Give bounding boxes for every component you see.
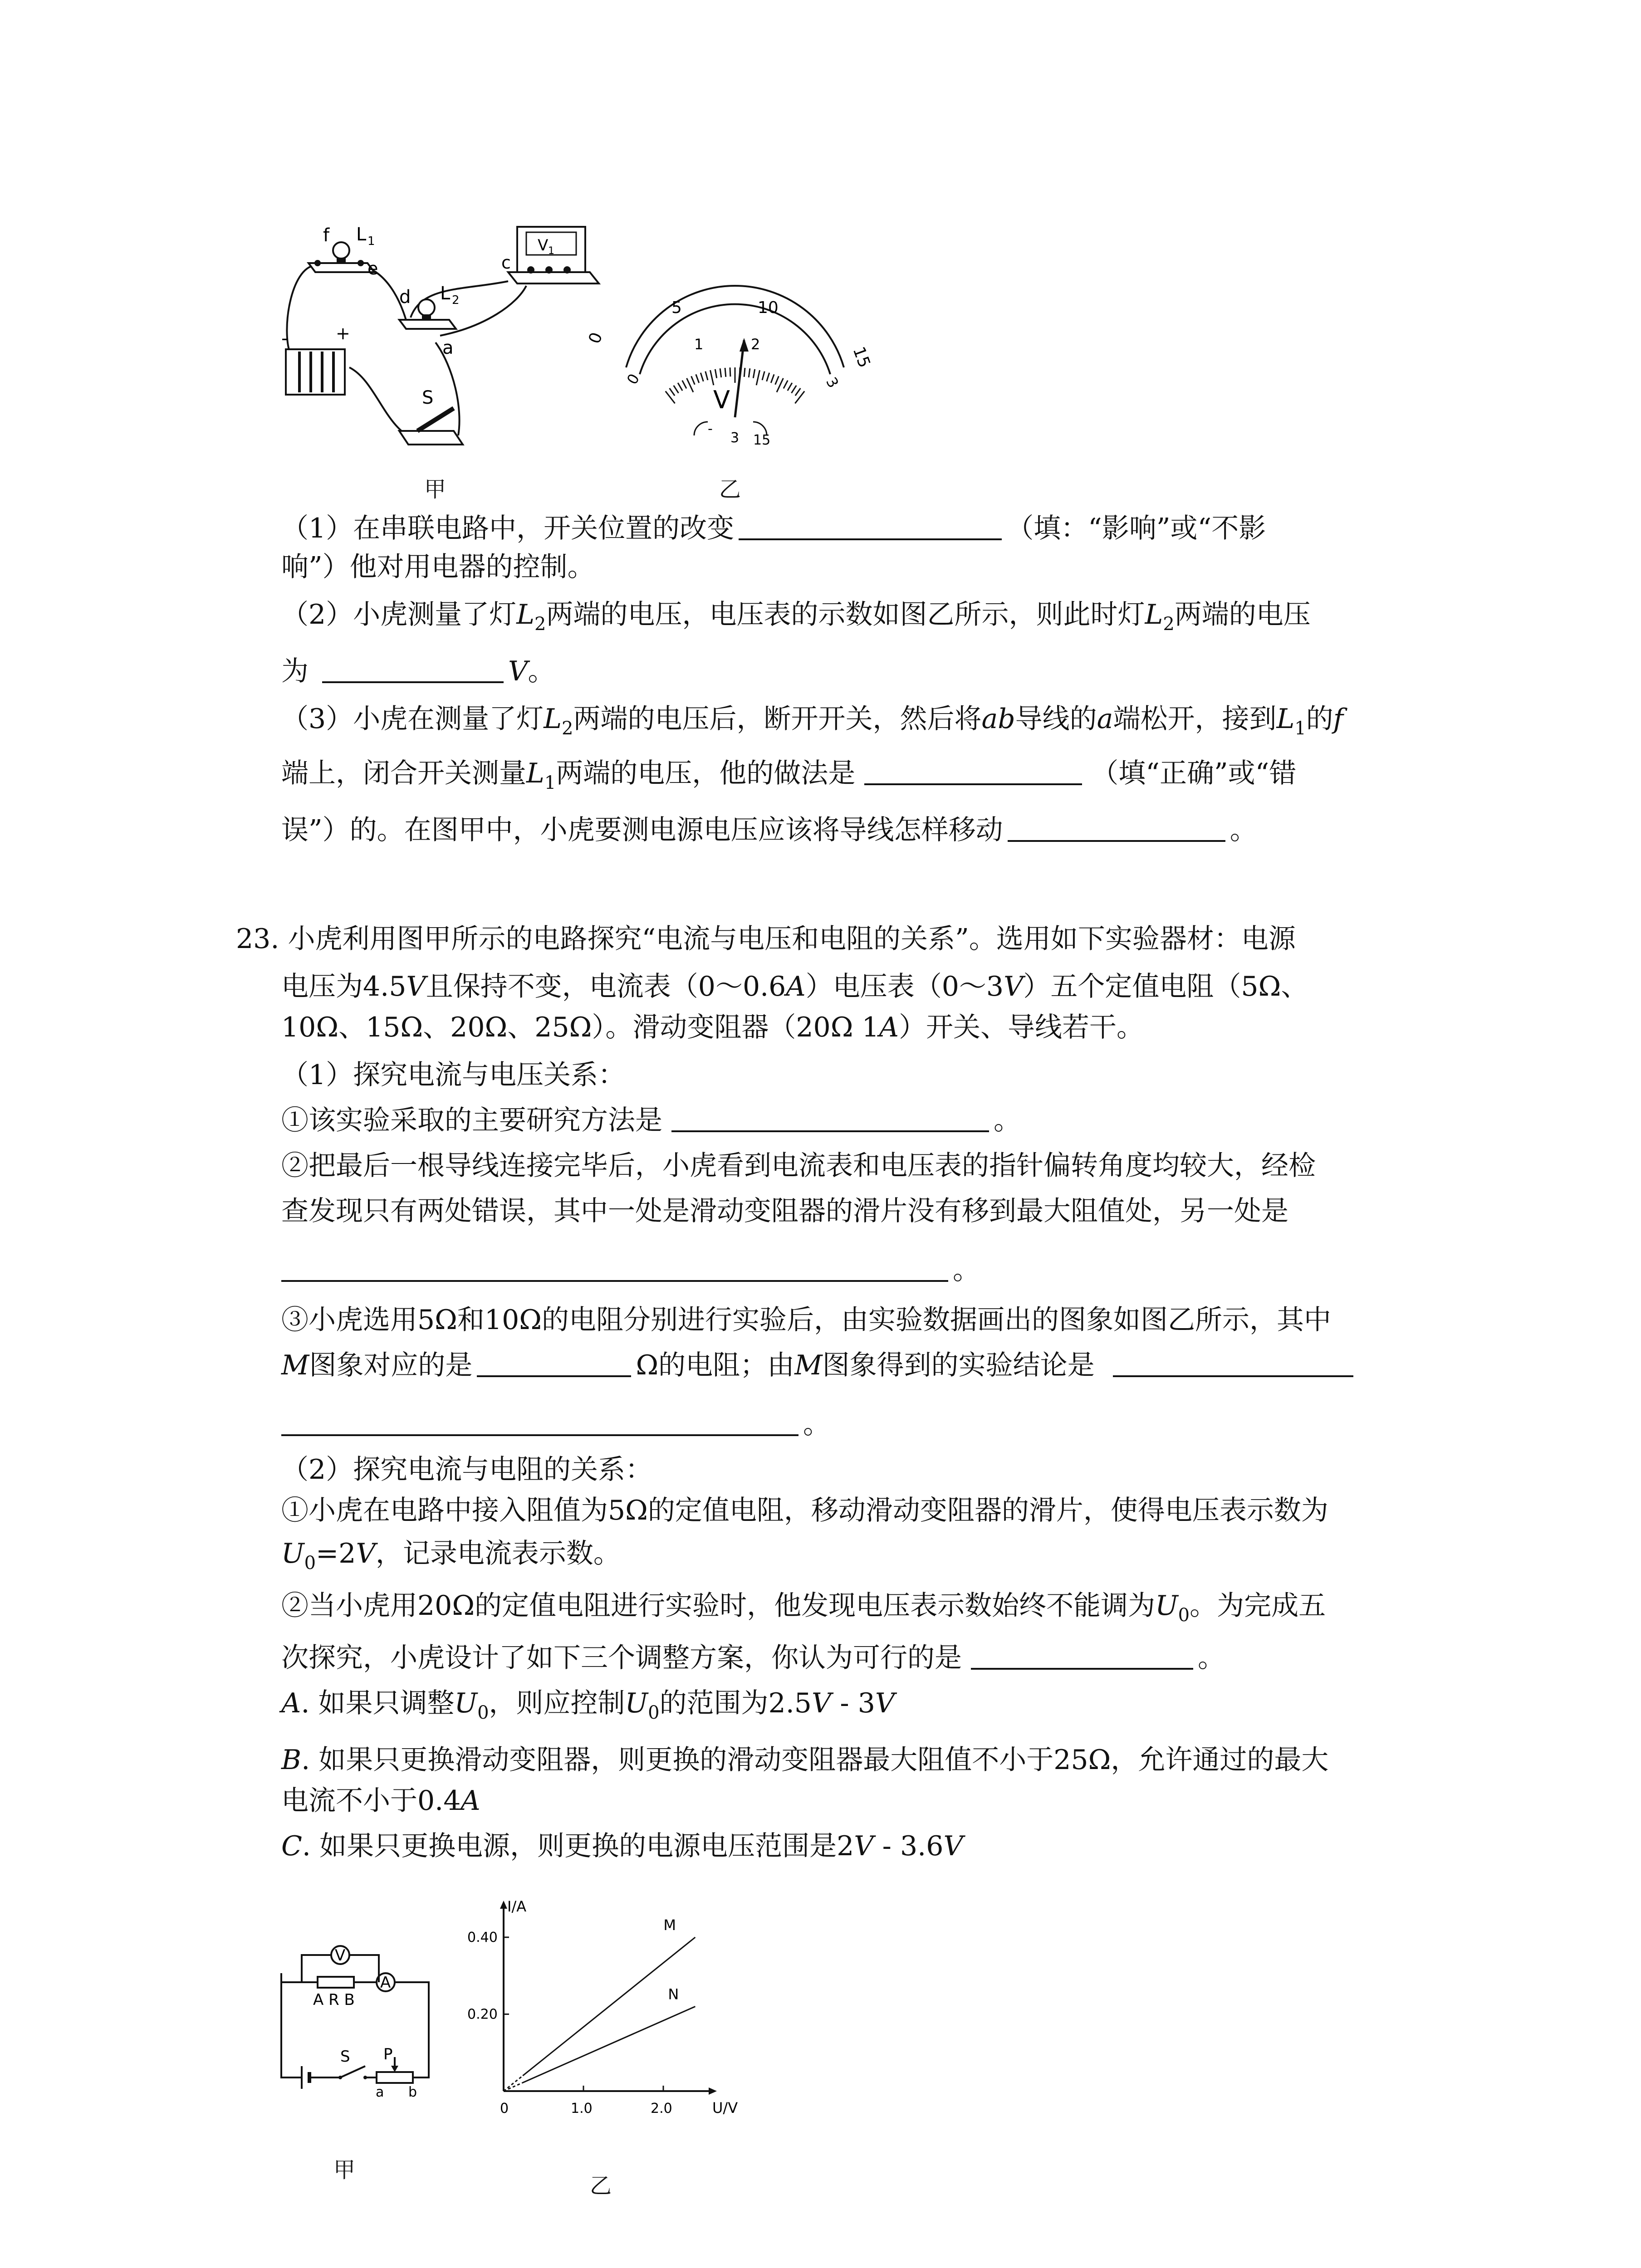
meter-tick-mark [744,368,745,377]
q23-sub1-item2-line1: ②把最后一根导线连接完毕后，小虎看到电流表和电压表的指针偏转角度均较大，经检 [281,1150,1316,1182]
label-V1-sub: 1 [548,245,554,257]
q23-blank-3[interactable] [477,1347,631,1377]
meter-tick-mark [771,374,774,383]
label-a: a [442,337,454,358]
q22-blank-4[interactable] [1008,812,1225,842]
chart-series-label-N: N [668,1985,679,2003]
q22-part2-line2: 为 V。 [281,653,555,689]
q22-part3-line3: 误”）的。在图甲中，小虎要测电源电压应该将导线怎样移动 。 [281,812,1257,848]
label-S: S [422,387,434,408]
label-slider-P: P [383,2045,393,2063]
chart-y-tick-label: 0.20 [467,2006,498,2023]
chart-series-line-N [523,2006,695,2082]
label-switch-S: S [340,2048,350,2066]
q23-sub2-item2-line1: ②当小虎用20Ω的定值电阻进行实验时，他发现电压表示数始终不能调为$U_0$。为完成五 [281,1590,1326,1626]
chart-series-line-M [523,1937,695,2076]
meter-tick-mark [753,369,755,378]
meter-tick-mark [691,376,695,384]
q23-option-b-line2: 电流不小于0.4A [281,1785,480,1817]
q23-blank-4[interactable] [1113,1347,1353,1377]
meter-tick-mark [775,376,779,384]
meter-tick-mark [715,369,717,378]
q23-blank-2[interactable] [281,1252,948,1282]
q23-blank-5[interactable] [281,1406,798,1436]
q23-sub2-item1-line2: $U_0=2V$，记录电流表示数。 [281,1538,621,1574]
chart-y-arrow [500,1901,507,1909]
meter-tick-mark [720,368,721,377]
figure-circuit-jia [272,218,617,490]
label-minus: - [281,327,289,349]
meter-terminal-minus: - [708,421,713,437]
meter-tick-mark [705,371,708,380]
meter-tick-outer-5: 5 [671,298,682,317]
meter-tick-outer-10: 10 [758,298,779,317]
figure-label-bottom-yi: 乙 [590,2173,612,2199]
label-d: d [399,287,411,308]
q22-part3-line1: （3）小虎在测量了灯$L_2$两端的电压后，断开开关，然后将ab导线的a端松开，接到$L_1$的f [281,703,1343,739]
q22-blank-3[interactable] [864,755,1082,785]
meter-tick-mark [788,383,792,391]
chart-series-dashed-M [504,2076,523,2091]
meter-terminal-15: 15 [753,432,771,448]
chart-x-label: U/V [712,2099,738,2116]
q23-sub1-title: （1）探究电流与电压关系： [281,1059,626,1091]
figure-circuit-bottom-jia [272,1928,454,2105]
meter-tick-mark [762,371,764,380]
figure-label-jia: 甲 [424,477,446,502]
label-L2: L [440,283,451,304]
meter-tick-inner-2: 2 [751,336,760,353]
figure-voltmeter-yi [585,295,880,458]
meter-tick-inner-3: 3 [823,374,843,391]
meter-tick-mark [674,386,679,393]
meter-tick-mark [678,383,682,391]
q23-sub2-item2-line2: 次探究，小虎设计了如下三个调整方案，你认为可行的是 。 [281,1640,1225,1676]
label-ARB: A R B [313,1991,355,2009]
figure-iu-chart [463,1896,744,2123]
q23-sub1-item3-line1: ③小虎选用5Ω和10Ω的电阻分别进行实验后，由实验数据画出的图象如图乙所示，其中 [281,1304,1332,1336]
figure-label-bottom-jia: 甲 [333,2157,356,2183]
q23-option-b-line1[interactable]: B. 如果只更换滑动变阻器，则更换的滑动变阻器最大阻值不小于25Ω，允许通过的最大 [281,1744,1329,1776]
meter-tick-mark [791,386,796,393]
label-plus: + [336,323,350,343]
label-end-b: b [408,2084,417,2100]
meter-tick-mark [696,374,699,383]
q22-part3-line2: 端上，闭合开关测量$L_1$两端的电压，他的做法是 （填“正确”或“错 [281,755,1296,792]
chart-series-label-M: M [663,1916,676,1934]
q22-part1-line1: （1）在串联电路中，开关位置的改变 （填：“影响”或“不影 [281,510,1266,547]
q22-blank-2[interactable] [322,653,504,683]
label-e: e [367,259,378,279]
meter-tick-inner-0: 0 [623,371,643,387]
label-ammeter-A: A [380,1974,391,1992]
meter-symbol: V [713,386,730,414]
q23-option-c[interactable]: C. 如果只更换电源，则更换的电源电压范围是2V - 3.6V [281,1830,963,1862]
meter-tick-mark [749,368,750,377]
figure-label-yi: 乙 [719,477,741,502]
label-f: f [323,225,330,246]
q23-sub1-item2-line3: 。 [281,1252,980,1288]
meter-tick-mark [700,373,703,381]
meter-tick-outer-15: 15 [849,344,874,371]
meter-tick-mark [756,370,759,385]
q23-stem-line1: 23. 小虎利用图甲所示的电路探究“电流与电压和电阻的关系”。选用如下实验器材：电源 [236,923,1296,955]
q23-stem-line2: 电压为4.5V且保持不变，电流表（0～0.6A）电压表（0～3V）五个定值电阻（5Ω、 [281,971,1308,1002]
chart-y-label: I/A [507,1898,527,1915]
q23-sub1-item2-line2: 查发现只有两处错误，其中一处是滑动变阻器的滑片没有移到最大阻值处，另一处是 [281,1195,1288,1227]
meter-tick-mark [682,381,686,389]
label-L2-sub: 2 [452,293,460,307]
q23-sub2-title: （2）探究电流与电阻的关系： [281,1454,653,1486]
q23-blank-1[interactable] [671,1102,989,1132]
q23-sub1-item1: ①该实验采取的主要研究方法是 。 [281,1102,1021,1139]
meter-tick-mark [710,370,713,385]
meter-terminal-3: 3 [730,430,740,446]
meter-tick-mark [784,381,788,389]
label-V1: V [538,236,549,254]
meter-tick-mark [670,388,675,396]
chart-x-tick-label: 2.0 [651,2101,672,2116]
label-L1: L [356,224,367,245]
meter-tick-mark [767,373,769,381]
meter-tick-mark [725,368,726,377]
label-c: c [501,253,511,273]
label-end-a: a [376,2084,384,2100]
chart-y-tick-label: 0.40 [467,1929,498,1945]
chart-x-arrow [709,2087,717,2095]
q23-blank-6[interactable] [971,1640,1193,1670]
meter-tick-mark [795,388,801,396]
label-L1-sub: 1 [367,235,375,248]
q22-part2-line1: （2）小虎测量了灯$L_2$两端的电压，电压表的示数如图乙所示，则此时灯$L_2$两端的电压 [281,599,1311,635]
q23-sub2-item1-line1: ①小虎在电路中接入阻值为5Ω的定值电阻，移动滑动变阻器的滑片，使得电压表示数为 [281,1495,1328,1526]
q23-sub1-item3-line2: M图象对应的是 Ω的电阻；由M图象得到的实验结论是 [281,1347,1353,1383]
meter-tick-outer-0: 0 [585,330,607,347]
q22-blank-1[interactable] [739,510,1002,540]
meter-tick-inner-1: 1 [694,336,704,353]
q23-sub1-item3-line3: 。 [281,1406,830,1442]
chart-x-tick-label: 1.0 [571,2101,593,2116]
q23-option-a[interactable]: A. 如果只调整$U_0$，则应控制$U_0$的范围为2.5V - 3V [281,1687,895,1723]
q23-stem-line3: 10Ω、15Ω、20Ω、25Ω）。滑动变阻器（20Ω 1A）开关、导线若干。 [281,1012,1144,1043]
chart-x-tick-label: 0 [500,2101,509,2116]
label-voltmeter-V: V [335,1946,346,1965]
q22-part1-line2: 响”）他对用电器的控制。 [281,551,595,583]
